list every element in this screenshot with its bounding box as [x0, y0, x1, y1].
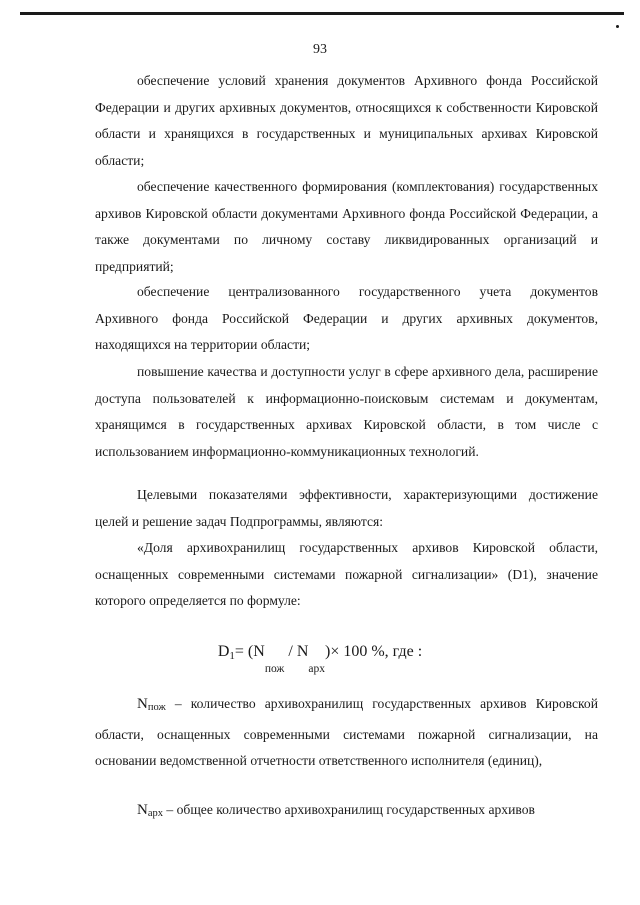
definition-subscript: пож	[147, 702, 166, 713]
paragraph-accounting: обеспечение централизованного государственного учета документов Архивного фонда Российской Федерации и других архивных документов, находящихся на территории области;	[95, 284, 598, 352]
scan-dot-mark	[616, 25, 619, 28]
page-number: 93	[313, 42, 327, 57]
formula-part3: )× 100 %, где :	[325, 643, 423, 660]
definition-text: – общее количество архивохранилищ государственных архивов	[163, 802, 535, 817]
formula-part2: / N	[284, 643, 309, 660]
formula-sub-pozh: пож	[264, 663, 285, 675]
paragraph-formation: обеспечение качественного формирования (комплектования) государственных архивов Кировской области документами Архивного фонда Российской Федерации, а также документами по личному составу ликвидированных организаций и предприятий;	[95, 179, 598, 274]
definition-n-arkh	[95, 797, 598, 828]
formula-part1: = (N	[234, 643, 265, 660]
formula-lhs-sub: 1	[229, 650, 235, 662]
definition-symbol: N	[137, 802, 148, 818]
formula-sub-arkh: арх	[308, 663, 325, 675]
paragraph-indicator-d1: «Доля архивохранилищ государственных архивов Кировской области, оснащенных современными системами пожарной сигнализации» (D1), значение которого определяется по формуле:	[95, 540, 598, 608]
definition-symbol: N	[137, 696, 148, 712]
paragraph-services: повышение качества и доступности услуг в сфере архивного дела, расширение доступа пользователей к информационно-поисковым системам и документам, хранящимся в государственных архивах Кировской области, в том числе с использованием информационно-коммуникационных технологий.	[95, 364, 598, 459]
definition-text: – количество архивохранилищ государственных архивов Кировской области, оснащенных современными системами пожарной сигнализации, на основании ведомственной отчетности ответственного исполнителя (единиц),	[95, 696, 598, 768]
formula-d1	[0, 642, 640, 679]
paragraph-storage: обеспечение условий хранения документов Архивного фонда Российской Федерации и других архивных документов, относящихся к собственности Кировской области и хранящихся в государственных и муниципальных архивах Кировской области;	[95, 73, 598, 168]
definition-subscript: арх	[147, 808, 164, 819]
definition-n-pozh	[95, 691, 598, 775]
top-border-line	[20, 12, 624, 15]
formula-lhs: D	[217, 643, 230, 660]
paragraph-indicators-intro: Целевыми показателями эффективности, характеризующими достижение целей и решение задач Подпрограммы, являются:	[95, 487, 598, 529]
